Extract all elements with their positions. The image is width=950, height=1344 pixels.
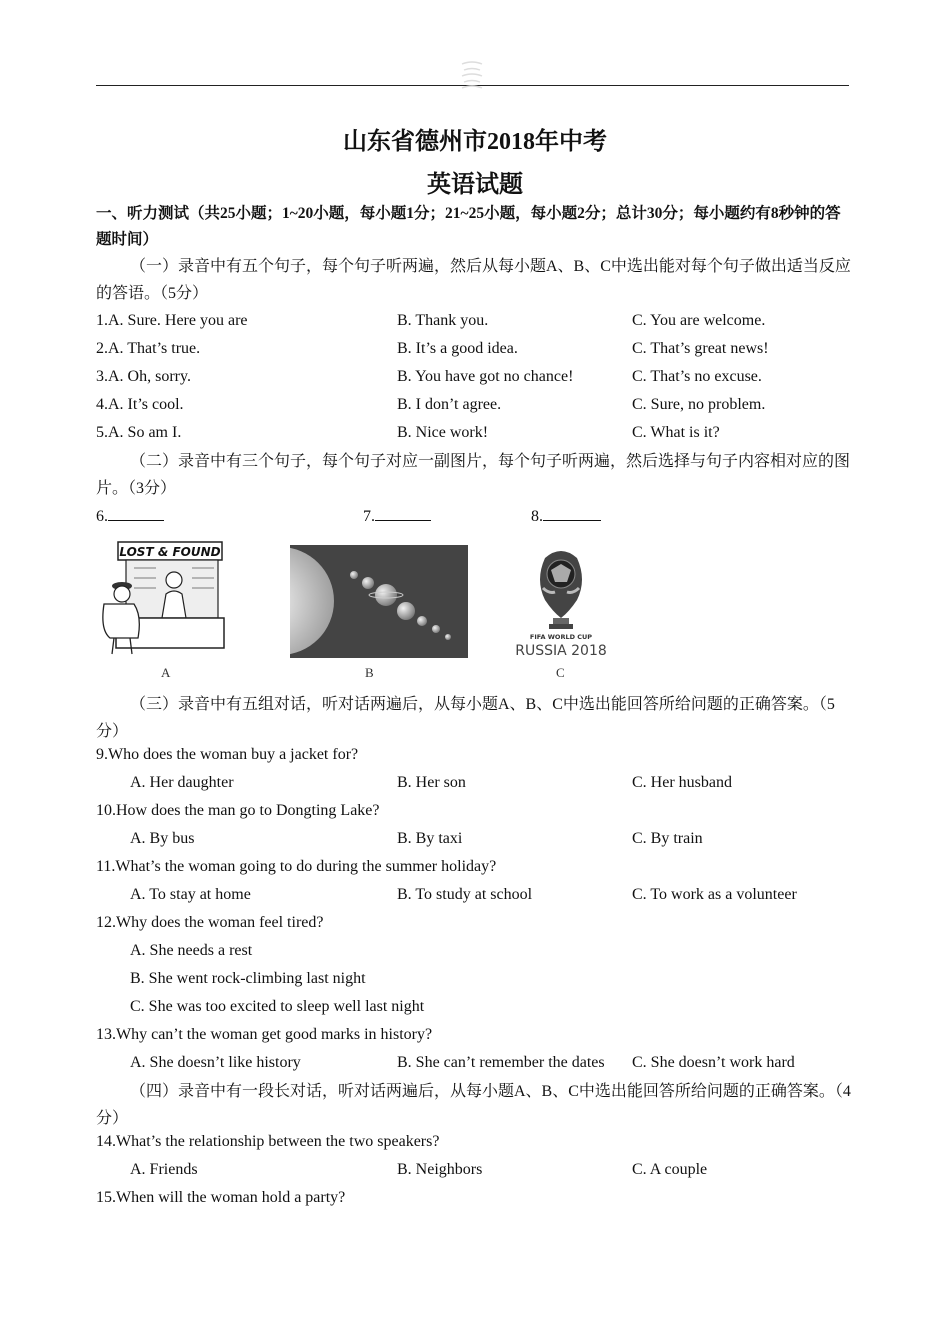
answer-blank-8[interactable]: 8. — [531, 506, 601, 526]
part3-instruction: （三）录音中有五组对话，听对话两遍后，从每小题A、B、C中选出能回答所给问题的正确答案。（5分） — [96, 696, 835, 740]
option-b: B. By taxi — [397, 830, 463, 847]
watermark-icon — [457, 58, 487, 92]
question-row — [96, 774, 856, 798]
question-row — [96, 396, 856, 420]
question-row — [96, 1161, 856, 1185]
option-c: C. Her husband — [632, 774, 732, 791]
option-b: B. It’s a good idea. — [397, 340, 518, 357]
option-c: C. To work as a volunteer — [632, 886, 797, 903]
picture-b-caption: B — [365, 665, 374, 680]
question-stem: 11.What’s the woman going to do during the summer holiday? — [96, 858, 497, 875]
option-b: B. Neighbors — [397, 1161, 483, 1178]
picture-c-caption: C — [556, 665, 565, 680]
option-a: 2.A. That’s true. — [96, 340, 201, 357]
lost-and-found-picture — [96, 534, 232, 658]
question-row — [96, 886, 856, 910]
question-row — [96, 1054, 856, 1078]
option-b: B. She went rock-climbing last night — [130, 970, 366, 987]
answer-blank-7[interactable]: 7. — [363, 506, 431, 526]
option-c: C. A couple — [632, 1161, 708, 1178]
option-c: C. Sure, no problem. — [632, 396, 766, 413]
logo-line-2: RUSSIA 2018 — [515, 643, 607, 659]
option-a: A. By bus — [130, 830, 195, 847]
option-b: B. To study at school — [397, 886, 533, 903]
question-row — [96, 340, 856, 364]
option-c: C. She was too excited to sleep well last night — [130, 998, 425, 1015]
part1-instruction: （一）录音中有五个句子，每个句子听两遍，然后从每小题A、B、C中选出能对每个句子做出适当反应的答语。（5分） — [96, 258, 851, 302]
option-c: C. You are welcome. — [632, 312, 766, 329]
lost-found-sign: LOST & FOUND — [119, 545, 221, 559]
question-stem: 9.Who does the woman buy a jacket for? — [96, 746, 359, 763]
option-c: C. What is it? — [632, 424, 720, 441]
logo-line-1: FIFA WORLD CUP — [529, 633, 593, 641]
option-a: A. To stay at home — [130, 886, 251, 903]
option-a: 3.A. Oh, sorry. — [96, 368, 191, 385]
option-c: C. That’s no excuse. — [632, 368, 762, 385]
part4-instruction: （四）录音中有一段长对话，听对话两遍后，从每小题A、B、C中选出能回答所给问题的正确答案。（4分） — [96, 1083, 851, 1127]
question-row — [96, 424, 856, 448]
question-stem: 14.What’s the relationship between the two speakers? — [96, 1133, 440, 1150]
option-a: A. She needs a rest — [130, 942, 253, 959]
question-row — [96, 830, 856, 854]
solar-system-picture — [290, 545, 468, 658]
option-a: A. She doesn’t like history — [130, 1054, 301, 1071]
option-c: C. By train — [632, 830, 703, 847]
answer-blank-6[interactable]: 6. — [96, 506, 164, 526]
question-row — [96, 368, 856, 392]
option-b: B. You have got no chance! — [397, 368, 574, 385]
option-b: B. Her son — [397, 774, 466, 791]
section-heading: 一、听力测试（共25小题；1~20小题，每小题1分；21~25小题，每小题2分；总计30分；每小题约有8秒钟的答题时间） — [96, 205, 841, 248]
option-a: 4.A. It’s cool. — [96, 396, 184, 413]
option-c: C. She doesn’t work hard — [632, 1054, 795, 1071]
question-row — [96, 312, 856, 336]
part2-instruction: （二）录音中有三个句子，每个句子对应一副图片，每个句子听两遍，然后选择与句子内容相对应的图片。（3分） — [96, 453, 851, 497]
question-stem: 10.How does the man go to Dongting Lake? — [96, 802, 380, 819]
option-a: A. Her daughter — [130, 774, 234, 791]
world-cup-logo-picture — [505, 540, 617, 660]
question-stem: 12.Why does the woman feel tired? — [96, 914, 324, 931]
option-b: B. She can’t remember the dates — [397, 1054, 605, 1071]
page-title: 山东省德州市2018年中考 — [343, 129, 607, 155]
option-c: C. That’s great news! — [632, 340, 769, 357]
option-a: A. Friends — [130, 1161, 198, 1178]
option-a: 1.A. Sure. Here you are — [96, 312, 248, 329]
question-stem: 15.When will the woman hold a party? — [96, 1189, 346, 1206]
option-b: B. I don’t agree. — [397, 396, 502, 413]
page-subtitle: 英语试题 — [427, 172, 523, 198]
option-a: 5.A. So am I. — [96, 424, 182, 441]
picture-a-caption: A — [161, 665, 171, 680]
question-stem: 13.Why can’t the woman get good marks in history? — [96, 1026, 433, 1043]
option-b: B. Thank you. — [397, 312, 489, 329]
option-b: B. Nice work! — [397, 424, 489, 441]
